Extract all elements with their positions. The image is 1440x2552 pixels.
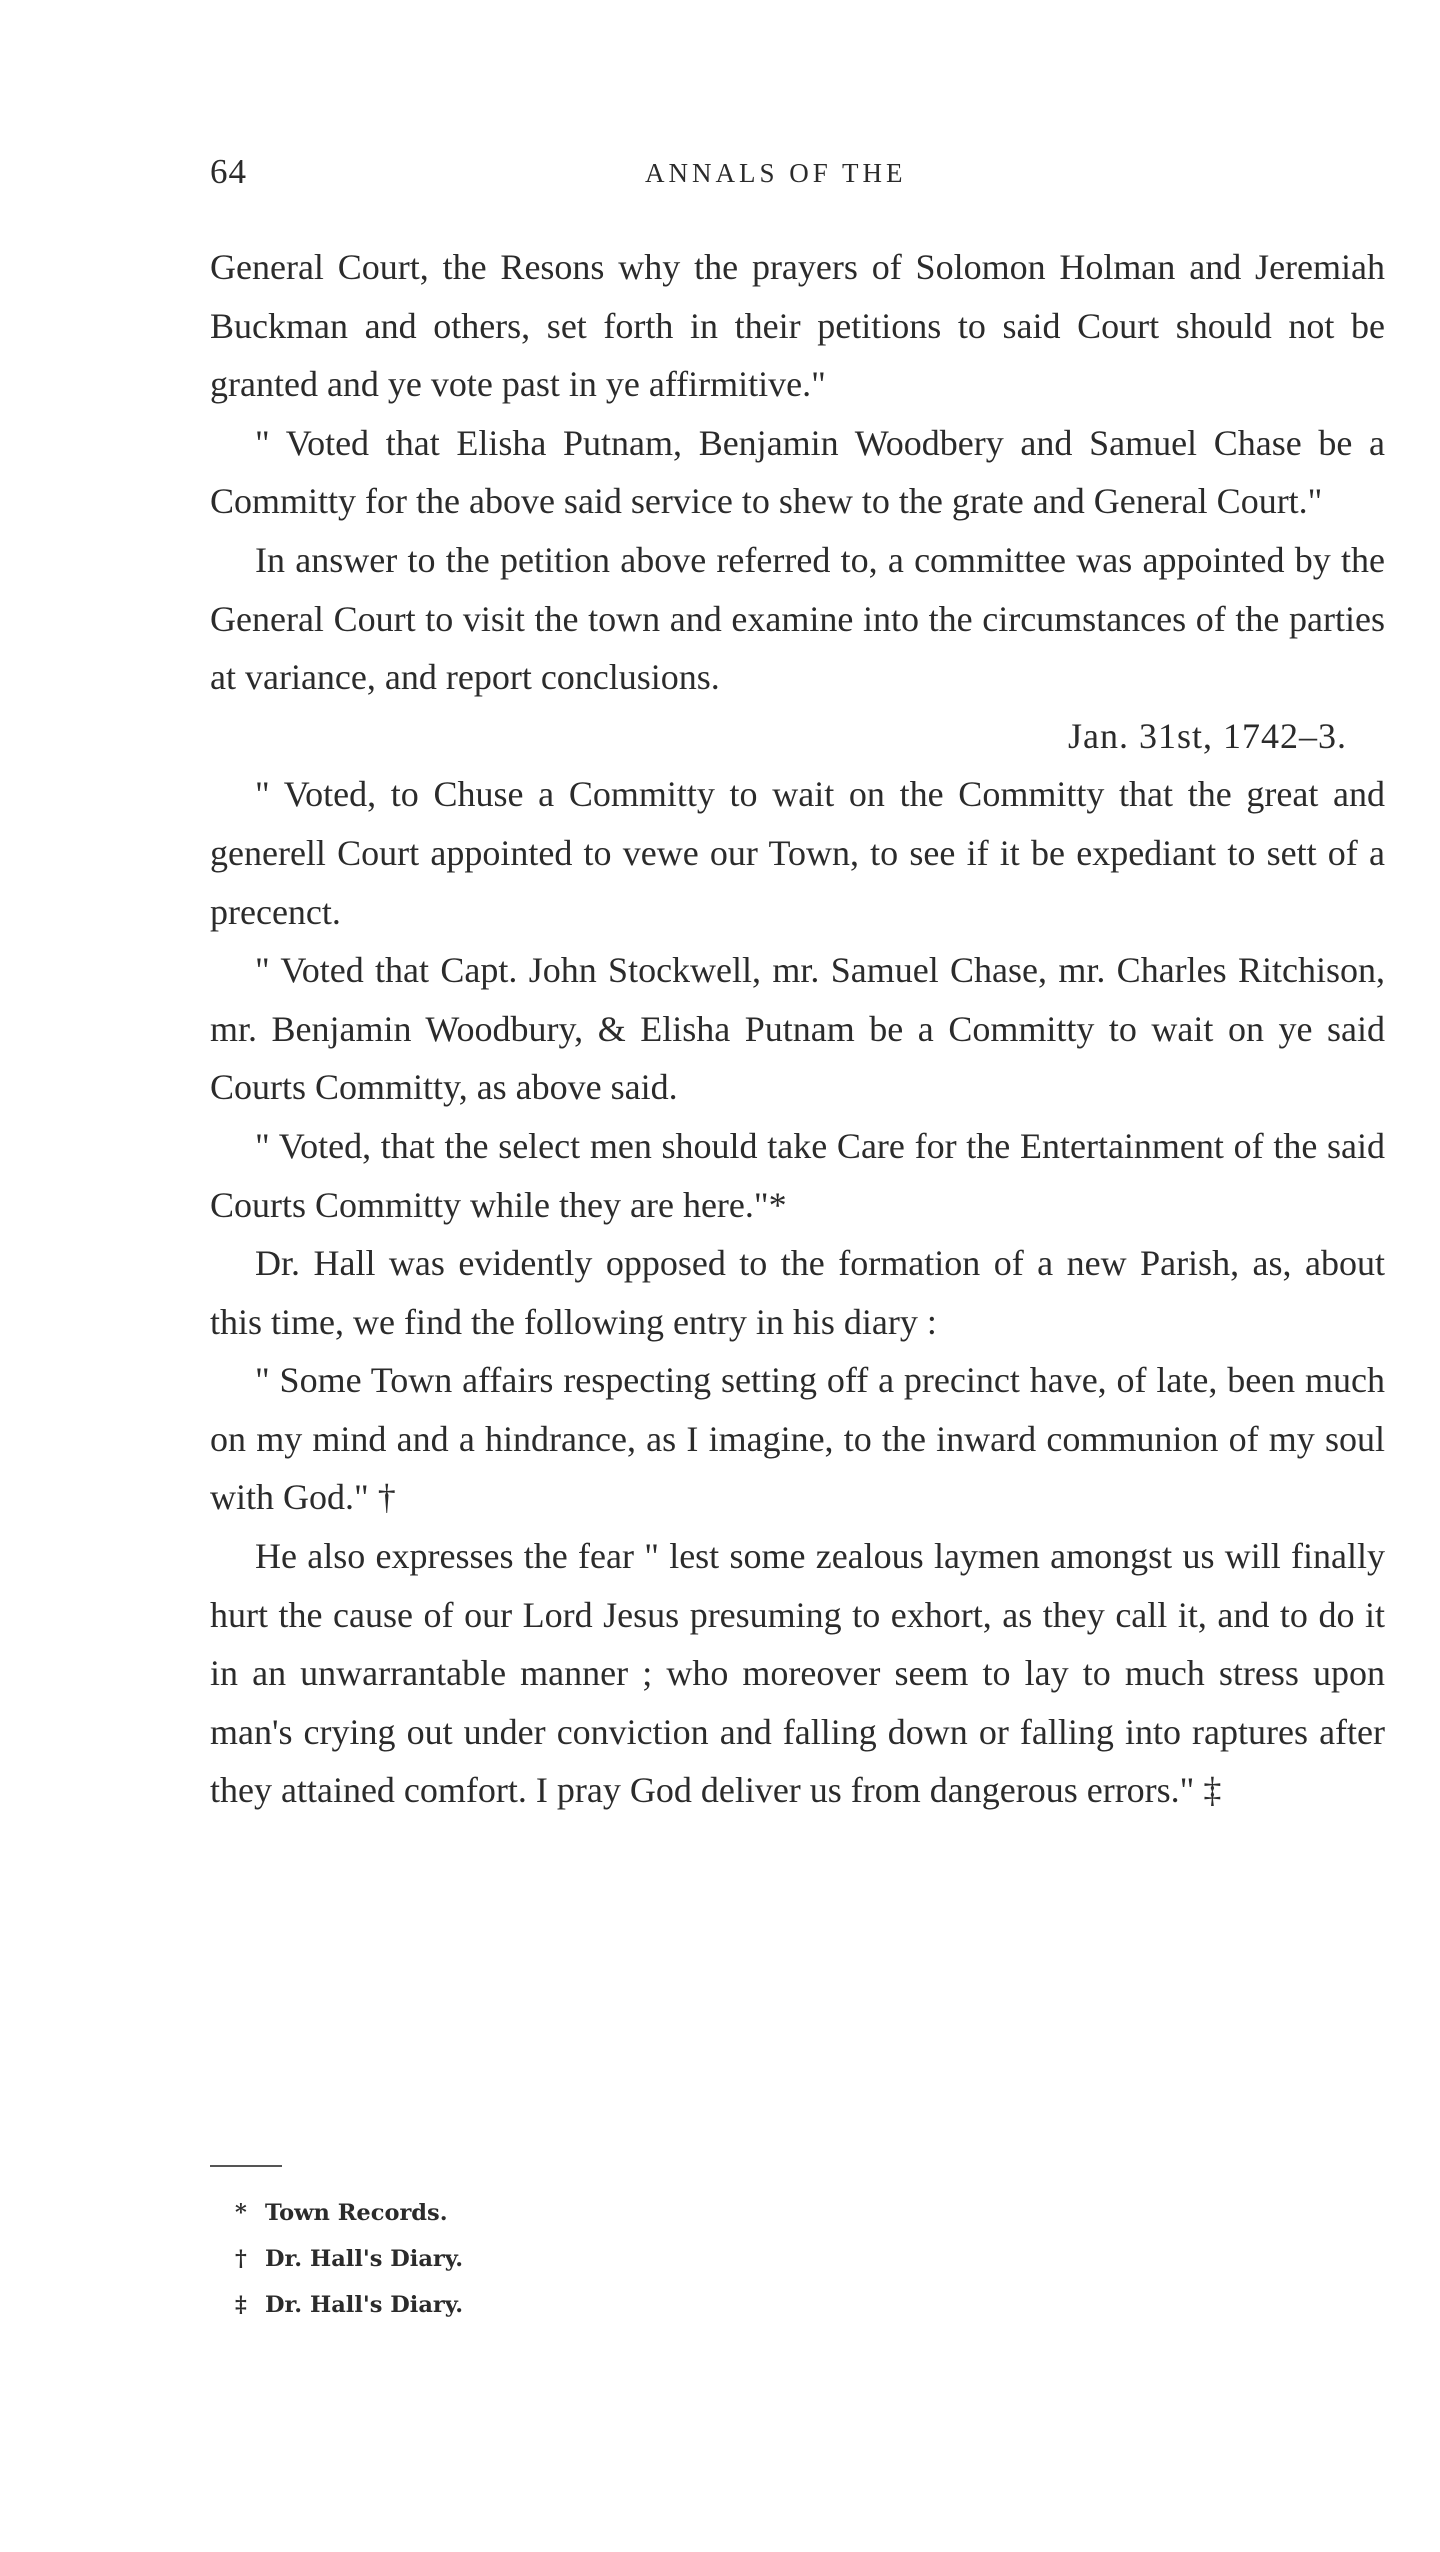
running-head: ANNALS OF THE bbox=[645, 158, 907, 188]
paragraph-continuation: General Court, the Resons why the prayers of Solomon Holman and Jeremiah Buckman and others, set forth in their petitions to said Court should not be granted and ye vote past in ye affirmitive." bbox=[210, 247, 1385, 405]
paragraph-vote-chuse: " Voted, to Chuse a Committy to wait on the Committy that the great and generell Court appointed to vewe our Town, to see if it be expediant to sett of a precenct. bbox=[210, 774, 1385, 932]
footnote-text: Dr. Hall's Diary. bbox=[265, 2292, 464, 2318]
footnote-mark: ‡ bbox=[235, 2292, 247, 2318]
footnote-text: Dr. Hall's Diary. bbox=[265, 2246, 464, 2272]
footnote-mark: * bbox=[235, 2200, 247, 2226]
footnote-item bbox=[235, 2282, 463, 2328]
paragraph-fear-quote: He also expresses the fear " lest some zealous laymen amongst us will finally hurt the cause of our Lord Jesus presuming to exhort, as they call it, and to do it in an unwarrantable manner ; who moreover seem to lay to much stress upon man's crying out under conviction and falling down or falling into raptures after they attained comfort. I pray God deliver us from dangerous errors." ‡ bbox=[210, 1536, 1385, 1811]
page-number: 64 bbox=[210, 152, 247, 191]
paragraph-vote-committee: " Voted that Elisha Putnam, Benjamin Woodbery and Samuel Chase be a Committy for the above said service to shew to the grate and General Court." bbox=[210, 422, 1385, 522]
paragraph-vote-entertainment: " Voted, that the select men should take Care for the Entertainment of the said Courts Committy while they are here."* bbox=[210, 1125, 1385, 1225]
footnote-item bbox=[235, 2190, 463, 2236]
paragraph-diary-quote: " Some Town affairs respecting setting off a precinct have, of late, been much on my mind and a hindrance, as I imagine, to the inward communion of my soul with God." † bbox=[210, 1360, 1385, 1518]
footnote-text: Town Records. bbox=[265, 2200, 448, 2226]
page-header bbox=[210, 152, 1390, 202]
body-text bbox=[210, 238, 1385, 1820]
paragraph-petition-answer: In answer to the petition above referred to, a committee was appointed by the General Court to visit the town and examine into the circumstances of the parties at variance, and report conclusions. bbox=[210, 539, 1385, 698]
footnote-divider bbox=[210, 2165, 282, 2167]
date-line: Jan. 31st, 1742–3. bbox=[1068, 715, 1347, 756]
paragraph-dr-hall: Dr. Hall was evidently opposed to the formation of a new Parish, as, about this time, we find the following entry in his diary : bbox=[210, 1243, 1385, 1342]
footnote-mark: † bbox=[235, 2246, 247, 2272]
footnotes bbox=[235, 2190, 463, 2328]
paragraph-vote-members: " Voted that Capt. John Stockwell, mr. Samuel Chase, mr. Charles Ritchison, mr. Benjamin Woodbury, & Elisha Putnam be a Committy to wait on ye said Courts Committy, as above said. bbox=[210, 950, 1385, 1108]
footnote-item bbox=[235, 2236, 463, 2282]
